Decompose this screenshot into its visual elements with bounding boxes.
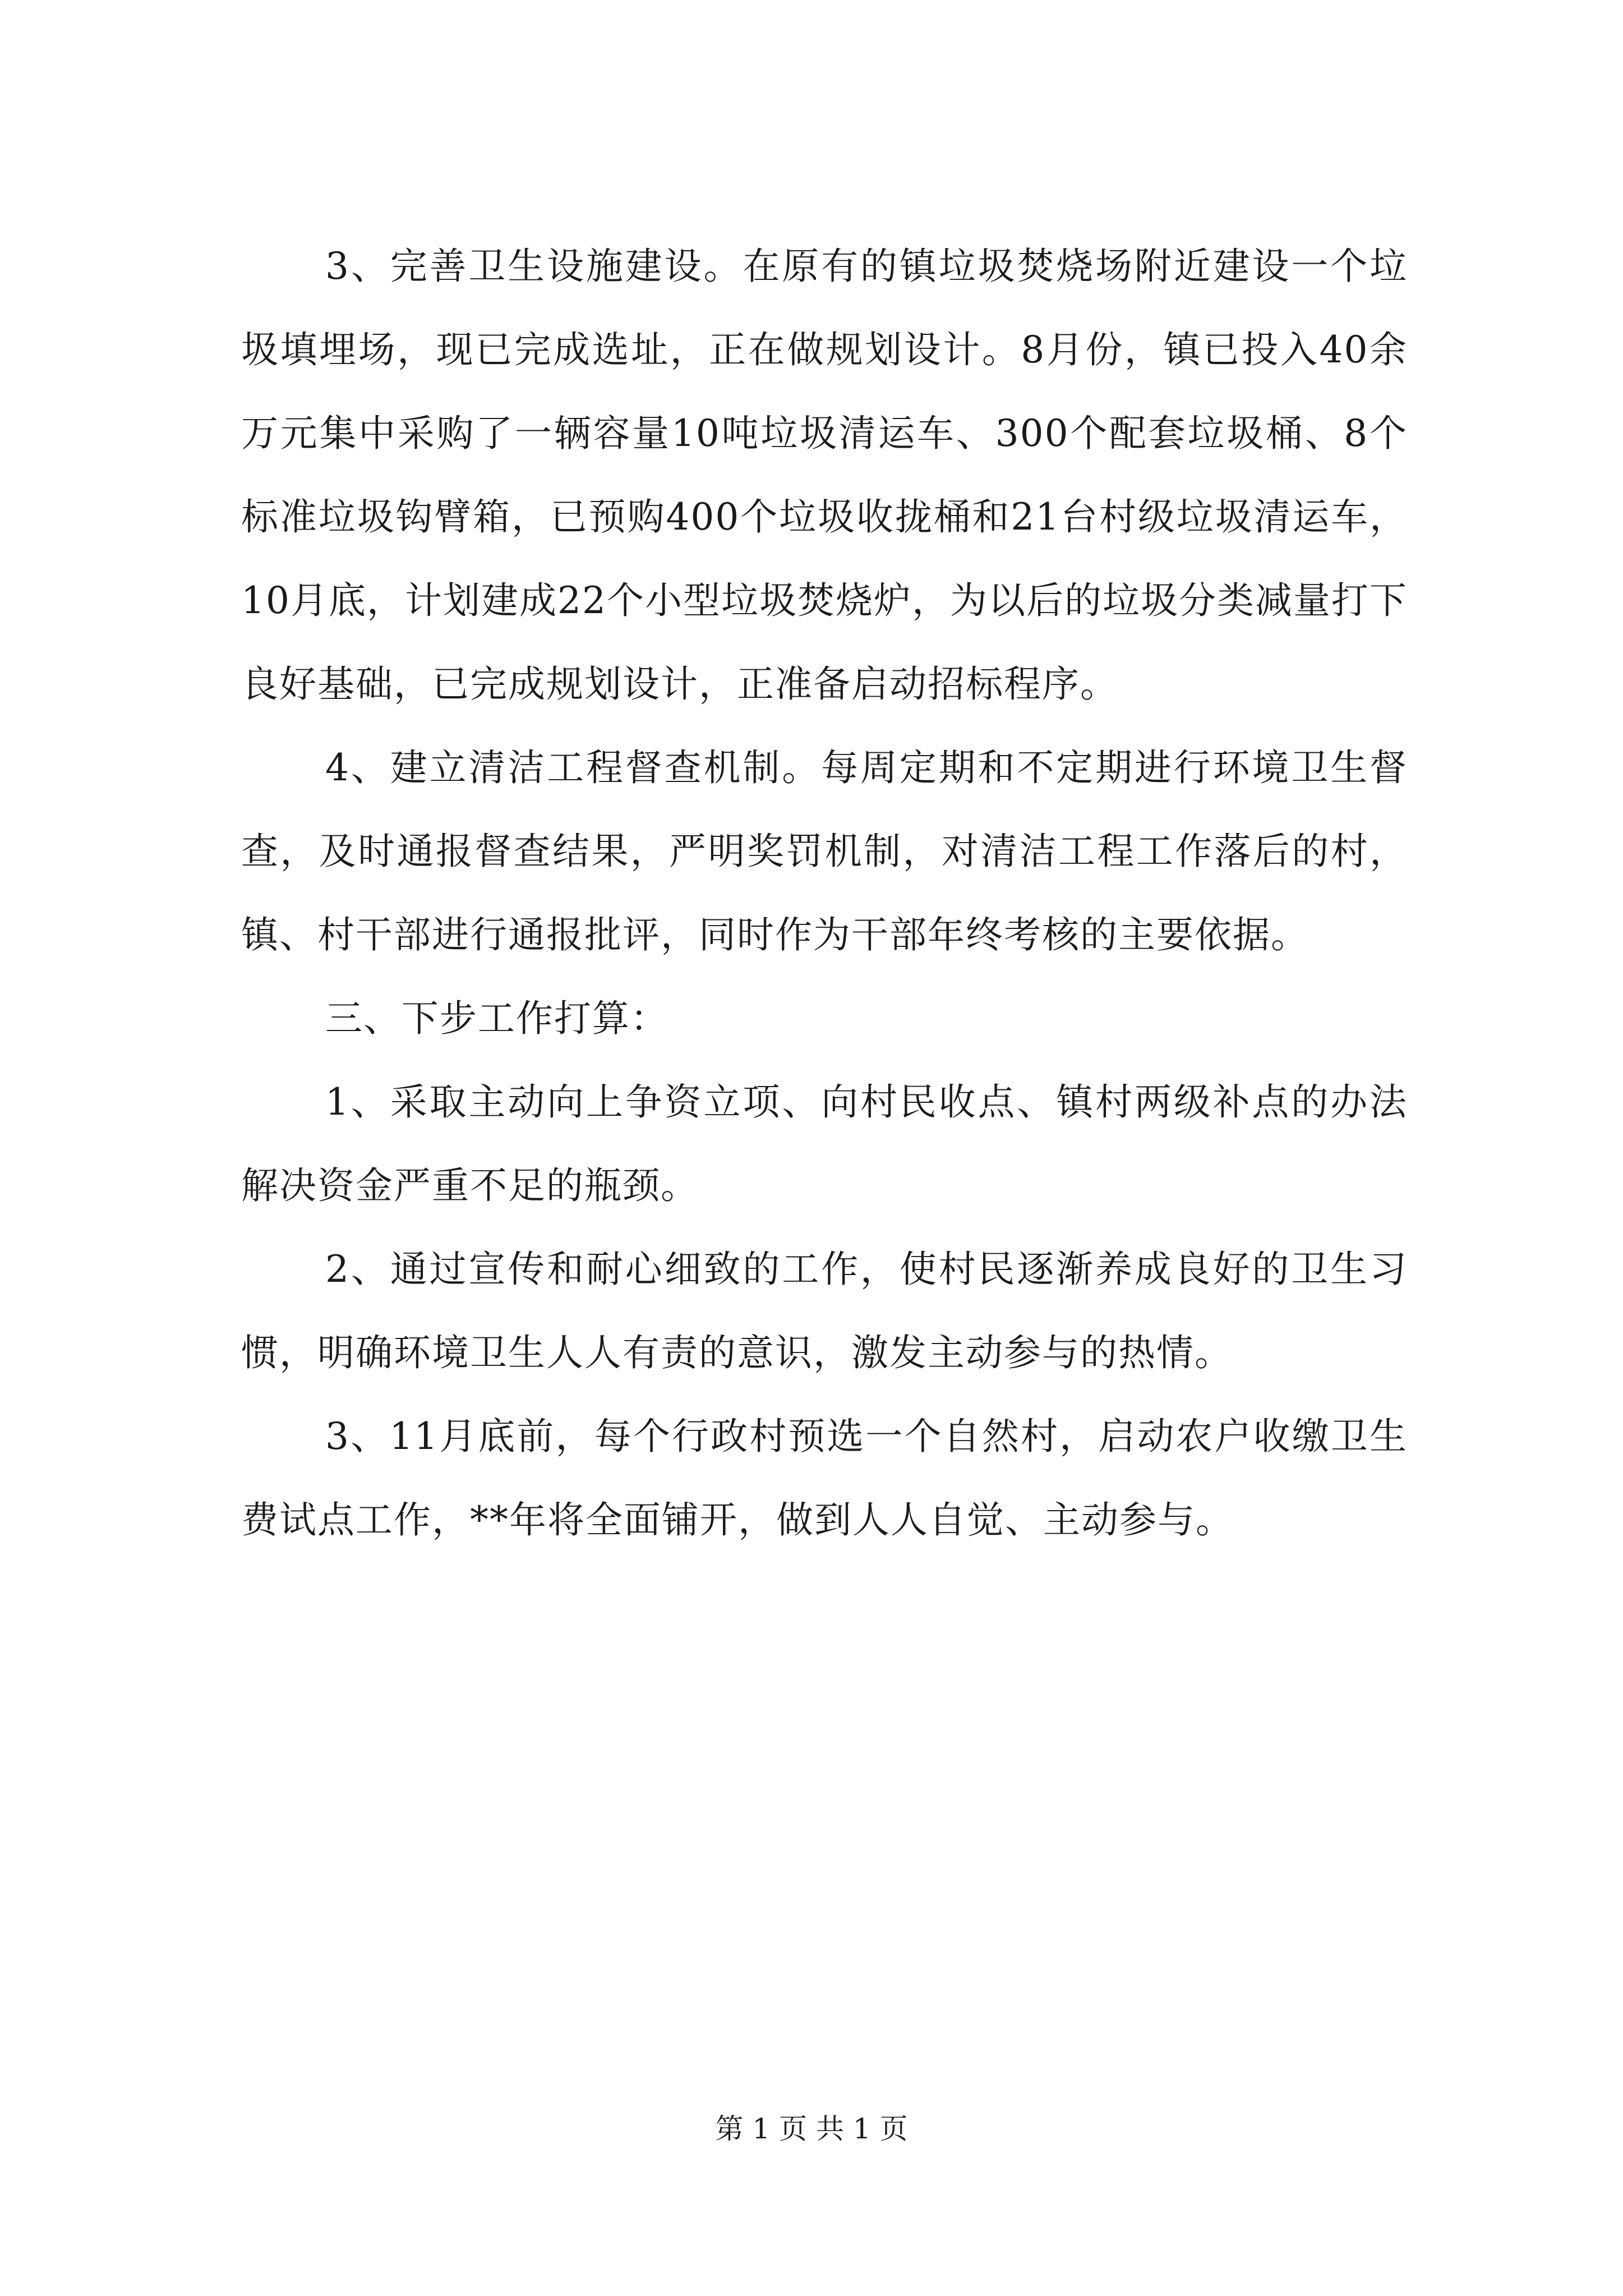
- document-body: [241, 224, 1408, 1562]
- section-heading-next-steps: 三、下步工作打算：: [325, 997, 668, 1040]
- paragraph-publicity: 2、通过宣传和耐心细致的工作，使村民逐渐养成良好的卫生习惯，明确环境卫生人人有责的意识，激发主动参与的热情。: [241, 1248, 1408, 1374]
- page-footer: 第 1 页 共 1 页: [715, 2113, 908, 2145]
- paragraph-inspection-mechanism: 4、建立清洁工程督查机制。每周定期和不定期进行环境卫生督查，及时通报督查结果，严明奖罚机制，对清洁工程工作落后的村，镇、村干部进行通报批评，同时作为干部年终考核的主要依据。: [241, 746, 1408, 956]
- paragraph-facility-construction: 3、完善卫生设施建设。在原有的镇垃圾焚烧场附近建设一个垃圾填埋场，现已完成选址，正在做规划设计。8月份，镇已投入40余万元集中采购了一辆容量10吨垃圾清运车、300个配套垃圾桶、8个标准垃圾钩臂箱，已预购400个垃圾收拢桶和21台村级垃圾清运车，10月底，计划建成22个小型垃圾焚烧炉，为以后的垃圾分类减量打下良好基础，已完成规划设计，正准备启动招标程序。: [241, 245, 1408, 706]
- paragraph-funding: 1、采取主动向上争资立项、向村民收点、镇村两级补点的办法解决资金严重不足的瓶颈。: [241, 1080, 1408, 1207]
- paragraph-pilot-fee: 3、11月底前，每个行政村预选一个自然村，启动农户收缴卫生费试点工作，**年将全面铺开，做到人人自觉、主动参与。: [241, 1415, 1408, 1542]
